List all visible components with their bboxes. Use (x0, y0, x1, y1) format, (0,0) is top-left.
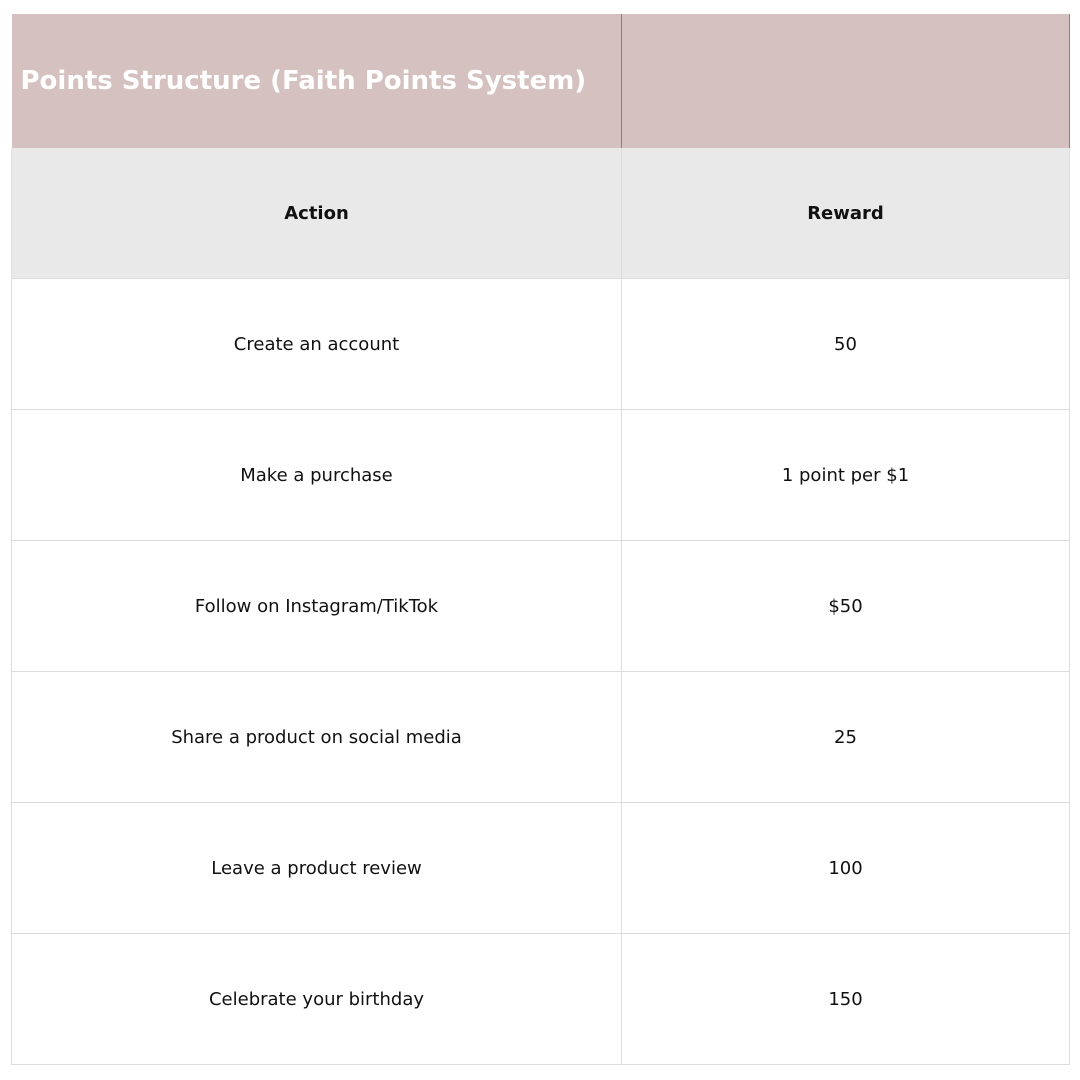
reward-cell: 100 (622, 803, 1070, 934)
table-row (12, 279, 1070, 410)
header-row (12, 148, 1070, 279)
title-blank-cell (622, 14, 1070, 148)
reward-cell: 150 (622, 934, 1070, 1065)
action-cell: Create an account (12, 279, 622, 410)
action-cell: Share a product on social media (12, 672, 622, 803)
reward-cell: 50 (622, 279, 1070, 410)
table-row (12, 672, 1070, 803)
action-cell: Celebrate your birthday (12, 934, 622, 1065)
title-row (12, 14, 1070, 148)
points-structure-table (11, 14, 1070, 1065)
column-header-action: Action (12, 148, 622, 279)
reward-cell: 25 (622, 672, 1070, 803)
column-header-reward: Reward (622, 148, 1070, 279)
action-cell: Make a purchase (12, 410, 622, 541)
table-row (12, 803, 1070, 934)
action-cell: Follow on Instagram/TikTok (12, 541, 622, 672)
table-title: Points Structure (Faith Points System) (12, 14, 622, 148)
table-row (12, 934, 1070, 1065)
table-row (12, 410, 1070, 541)
reward-cell: $50 (622, 541, 1070, 672)
action-cell: Leave a product review (12, 803, 622, 934)
reward-cell: 1 point per $1 (622, 410, 1070, 541)
table-row (12, 541, 1070, 672)
